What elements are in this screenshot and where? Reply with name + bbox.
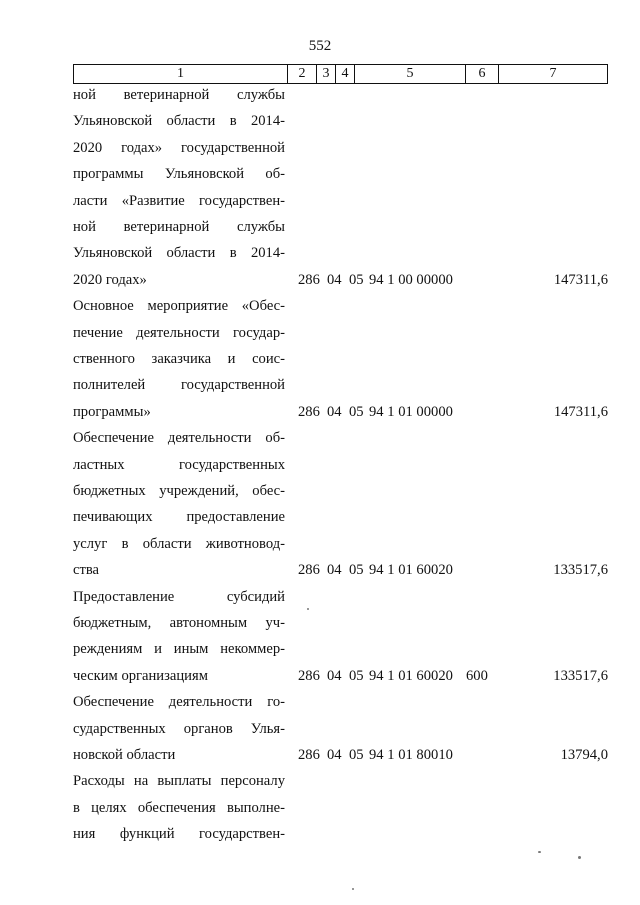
row-description: в целях обеспечения выполне- <box>73 799 285 816</box>
row-description: ласти «Развитие государствен- <box>73 192 285 209</box>
header-col-4: 4 <box>336 65 355 84</box>
row-c2: 286 <box>298 271 320 288</box>
table-row <box>73 689 608 715</box>
scan-speck <box>307 608 309 610</box>
header-col-7: 7 <box>499 65 608 84</box>
page-number: 552 <box>308 38 332 54</box>
table-row <box>73 610 608 636</box>
row-c4: 05 <box>349 403 364 420</box>
scan-speck <box>538 851 541 853</box>
table-row <box>73 478 608 504</box>
row-description: реждениям и иным некоммер- <box>73 641 285 658</box>
row-c7: 13794,0 <box>560 747 608 763</box>
row-c2: 286 <box>298 747 320 763</box>
row-c4: 05 <box>349 271 364 288</box>
row-c5: 94 1 01 00000 <box>369 403 453 420</box>
row-c3: 04 <box>327 667 342 684</box>
row-c6: 600 <box>466 667 488 684</box>
table-row <box>73 82 608 108</box>
table-row <box>73 108 608 134</box>
table-row <box>73 636 608 662</box>
row-description: Обеспечение деятельности об- <box>73 430 285 447</box>
row-description: 2020 годах» государственной <box>73 139 285 156</box>
row-c7: 133517,6 <box>553 562 608 579</box>
row-description: ния функций государствен- <box>73 826 285 843</box>
header-col-6: 6 <box>466 65 499 84</box>
table-row <box>73 372 608 398</box>
row-c7: 147311,6 <box>553 271 608 288</box>
column-header-row <box>73 64 608 84</box>
table-row <box>73 742 608 768</box>
table-row <box>73 293 608 319</box>
header-col-3: 3 <box>317 65 336 84</box>
row-description: услуг в области животновод- <box>73 535 285 552</box>
table-row <box>73 584 608 610</box>
table-row <box>73 320 608 346</box>
row-description: 2020 годах» <box>73 271 147 288</box>
row-c5: 94 1 01 60020 <box>369 667 453 684</box>
row-description: Расходы на выплаты персоналу <box>73 773 285 790</box>
row-description: полнителей государственной <box>73 377 285 394</box>
table-row <box>73 663 608 689</box>
header-col-5: 5 <box>355 65 466 84</box>
table-row <box>73 346 608 372</box>
row-description: ной ветеринарной службы <box>73 87 285 103</box>
table-row <box>73 531 608 557</box>
row-description: программы» <box>73 403 151 420</box>
row-c3: 04 <box>327 403 342 420</box>
row-c3: 04 <box>327 747 342 763</box>
row-description: ства <box>73 562 100 579</box>
row-c7: 147311,6 <box>553 403 608 420</box>
header-col-1: 1 <box>74 65 288 84</box>
row-c3: 04 <box>327 562 342 579</box>
table-row <box>73 425 608 451</box>
row-description: печение деятельности государ- <box>73 324 285 341</box>
header-col-2: 2 <box>288 65 317 84</box>
row-description: бюджетным, автономным уч- <box>73 615 285 631</box>
row-c5: 94 1 01 80010 <box>369 747 453 763</box>
table-row <box>73 821 608 847</box>
table-row <box>73 504 608 530</box>
row-c5: 94 1 01 60020 <box>369 562 453 579</box>
row-description: новской области <box>73 747 176 763</box>
table-row <box>73 557 608 583</box>
table-row <box>73 795 608 821</box>
table-row <box>73 768 608 794</box>
row-description: программы Ульяновской об- <box>73 166 285 183</box>
row-description: ческим организациям <box>73 667 208 684</box>
row-c4: 05 <box>349 747 364 763</box>
scan-speck <box>352 888 354 890</box>
row-c2: 286 <box>298 403 320 420</box>
row-c2: 286 <box>298 562 320 579</box>
table-row <box>73 452 608 478</box>
row-description: Ульяновской области в 2014- <box>73 245 285 262</box>
table-row <box>73 214 608 240</box>
row-description: ной ветеринарной службы <box>73 219 285 235</box>
row-description: Предоставление субсидий <box>73 588 285 605</box>
table-row <box>73 267 608 293</box>
row-description: Обеспечение деятельности го- <box>73 694 285 711</box>
row-description: печивающих предоставление <box>73 509 285 526</box>
scan-speck <box>578 856 581 859</box>
row-description: ластных государственных <box>73 456 285 473</box>
row-c3: 04 <box>327 271 342 288</box>
row-description: ственного заказчика и соис- <box>73 351 285 367</box>
table-row <box>73 135 608 161</box>
row-c5: 94 1 00 00000 <box>369 271 453 288</box>
table-row <box>73 188 608 214</box>
table-row <box>73 399 608 425</box>
row-description: Ульяновской области в 2014- <box>73 113 285 130</box>
table-row <box>73 161 608 187</box>
row-description: бюджетных учреждений, обес- <box>73 483 285 499</box>
row-c4: 05 <box>349 562 364 579</box>
row-c7: 133517,6 <box>553 667 608 684</box>
row-description: сударственных органов Улья- <box>73 720 285 737</box>
row-c4: 05 <box>349 667 364 684</box>
row-c2: 286 <box>298 667 320 684</box>
table-row <box>73 240 608 266</box>
table-row <box>73 716 608 742</box>
row-description: Основное мероприятие «Обес- <box>73 298 285 315</box>
